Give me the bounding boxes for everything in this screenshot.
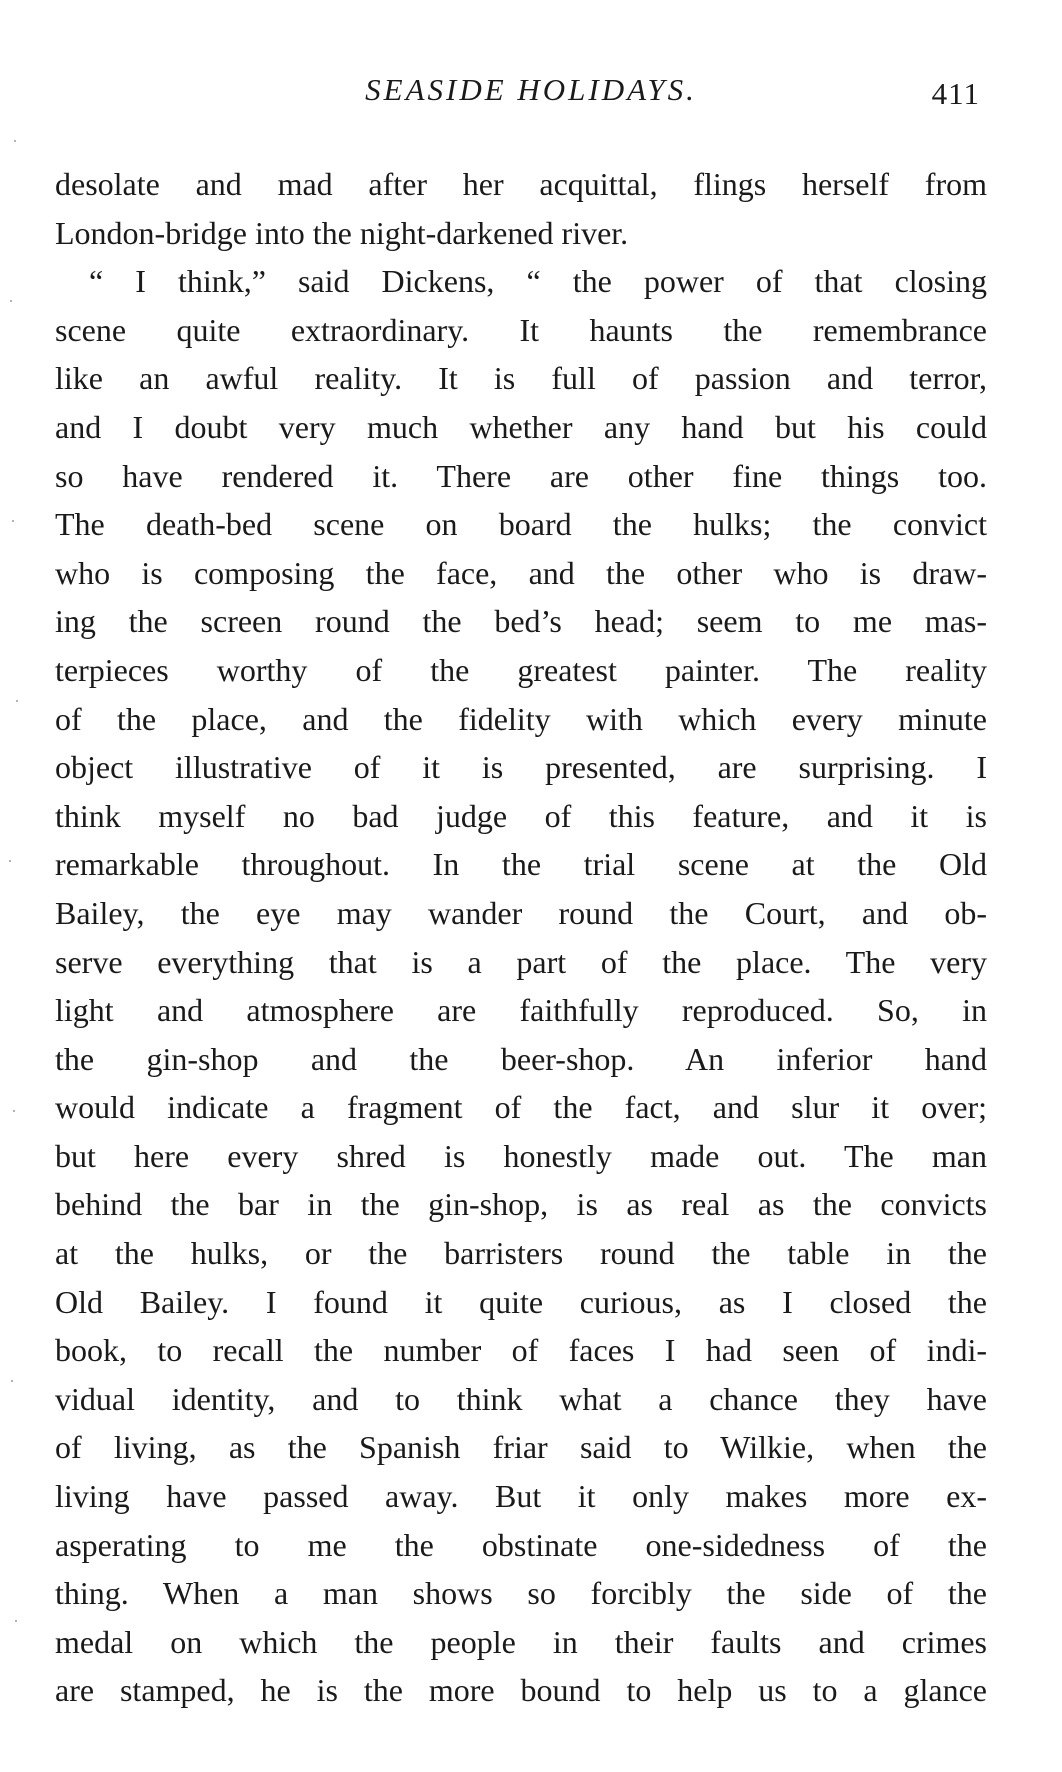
running-head [0, 72, 1062, 122]
text-line: The death-bed scene on board the hulks; the convict [55, 506, 987, 543]
text-line: would indicate a fragment of the fact, and slur it over; [55, 1089, 987, 1126]
text-line: but here every shred is honestly made out. The man [55, 1137, 987, 1174]
text-line: object illustrative of it is presented, are surprising. I [55, 749, 987, 786]
gutter-speck [11, 1380, 13, 1382]
text-line: desolate and mad after her acquittal, flings herself from [55, 166, 987, 202]
gutter-speck [9, 860, 11, 862]
body-text [55, 160, 987, 1715]
text-line: terpieces worthy of the greatest painter. The reality [55, 651, 987, 688]
text-line: remarkable throughout. In the trial scene at the Old [55, 846, 987, 883]
text-line: London-bridge into the night-darkened river. [55, 214, 629, 251]
text-line: at the hulks, or the barristers round the table in the [55, 1235, 987, 1272]
text-line: scene quite extraordinary. It haunts the remembrance [55, 311, 987, 348]
text-line: Bailey, the eye may wander round the Court, and ob- [55, 894, 987, 931]
gutter-speck [10, 300, 12, 302]
text-line: light and atmosphere are faithfully reproduced. So, in [55, 992, 987, 1029]
text-line: vidual identity, and to think what a chance they have [55, 1380, 987, 1417]
text-line: serve everything that is a part of the place. The very [55, 943, 987, 980]
running-head-title: SEASIDE HOLIDAYS. [365, 72, 697, 107]
text-line: of the place, and the fidelity with which every minute [55, 700, 987, 737]
text-line: of living, as the Spanish friar said to Wilkie, when the [55, 1429, 987, 1466]
gutter-speck [12, 520, 14, 522]
text-line: medal on which the people in their faults and crimes [55, 1623, 987, 1660]
text-line: like an awful reality. It is full of passion and terror, [55, 360, 987, 397]
text-line: behind the bar in the gin-shop, is as real as the convicts [55, 1186, 987, 1223]
gutter-speck [16, 700, 18, 702]
gutter-speck [15, 1620, 17, 1622]
text-line: think myself no bad judge of this feature, and it is [55, 797, 987, 834]
text-line: are stamped, he is the more bound to help us to a glance [55, 1672, 987, 1709]
text-line: living have passed away. But it only makes more ex- [55, 1478, 987, 1515]
text-line: book, to recall the number of faces I had seen of indi- [55, 1332, 987, 1369]
page-number: 411 [931, 76, 980, 111]
gutter-speck [14, 140, 16, 142]
gutter-speck [13, 1110, 15, 1112]
text-line: “ I think,” said Dickens, “ the power of that closing [89, 263, 987, 300]
text-line: thing. When a man shows so forcibly the side of the [55, 1575, 987, 1612]
text-line: the gin-shop and the beer-shop. An inferior hand [55, 1040, 987, 1077]
text-line: who is composing the face, and the other who is draw- [55, 554, 987, 591]
text-line: ing the screen round the bed’s head; seem to me mas- [55, 603, 987, 640]
text-line: asperating to me the obstinate one-sidedness of the [55, 1526, 987, 1563]
text-line: so have rendered it. There are other fine things too. [55, 457, 987, 494]
text-line: and I doubt very much whether any hand but his could [55, 408, 987, 445]
text-line: Old Bailey. I found it quite curious, as I closed the [55, 1283, 987, 1320]
